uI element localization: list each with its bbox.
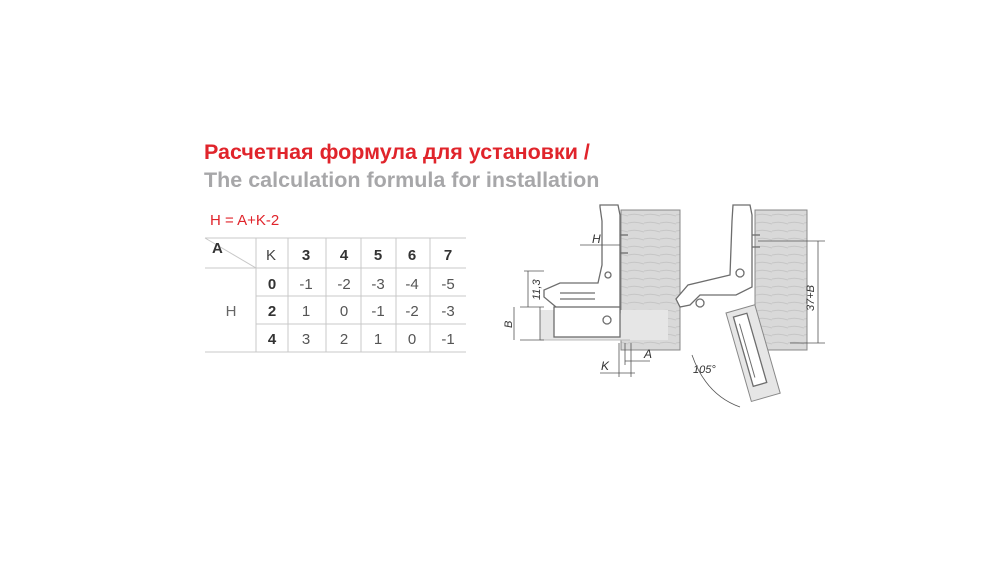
column-header-a: 5 <box>373 247 383 264</box>
corner-a-label: A <box>212 240 223 257</box>
table-cell: -2 <box>337 276 351 293</box>
table-cell: 2 <box>339 331 349 348</box>
label-a: A <box>644 347 653 361</box>
table-cell: -3 <box>441 303 455 320</box>
label-b-left: B <box>503 320 515 328</box>
hinge-left <box>544 205 628 337</box>
table-cell: -1 <box>299 276 313 293</box>
table-cell: 0 <box>407 331 417 348</box>
label-37-b: 37+B <box>805 285 817 311</box>
label-angle: 105° <box>693 364 716 376</box>
column-header-a: 4 <box>339 247 349 264</box>
row-header-k: 2 <box>267 303 277 320</box>
table-cell: -2 <box>405 303 419 320</box>
row-header-k: 0 <box>267 276 277 293</box>
formula: H = A+K-2 <box>210 212 280 229</box>
table-grid <box>205 238 466 352</box>
table-cell: 3 <box>301 331 311 348</box>
title-russian: Расчетная формула для установки / <box>204 140 590 164</box>
row-header-k: 4 <box>267 331 277 348</box>
column-header-a: 7 <box>443 247 453 264</box>
title-english: The calculation formula for installation <box>204 168 600 192</box>
corner-k-label: K <box>266 247 277 264</box>
hinge-right <box>676 205 760 307</box>
installation-table <box>200 232 470 354</box>
table-cell: -1 <box>441 331 455 348</box>
label-11-3: 11,3 <box>531 279 543 300</box>
table-cell: -1 <box>371 303 385 320</box>
table-cell: -4 <box>405 276 419 293</box>
row-header-h: H <box>225 303 237 320</box>
angle-arc <box>692 355 740 407</box>
label-k: K <box>601 359 610 373</box>
table-cell: -3 <box>371 276 385 293</box>
column-header-a: 3 <box>301 247 311 264</box>
table-cell: 0 <box>339 303 349 320</box>
label-h: H <box>592 232 601 246</box>
hinge-diagram <box>500 195 830 420</box>
column-header-a: 6 <box>407 247 417 264</box>
cabinet-side-right <box>755 210 807 350</box>
table-cell: 1 <box>373 331 383 348</box>
table-cell: 1 <box>301 303 311 320</box>
table-cell: -5 <box>441 276 455 293</box>
